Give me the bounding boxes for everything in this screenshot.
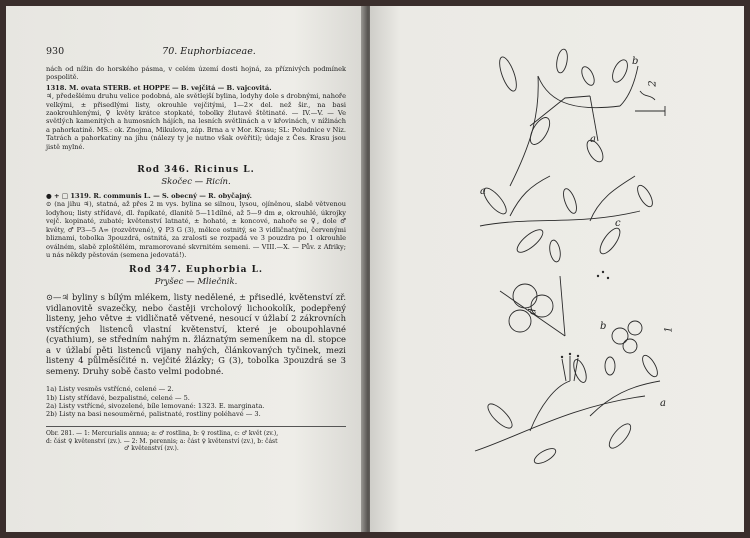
illustration-label: a <box>590 134 596 145</box>
left-page <box>6 6 366 532</box>
botanical-illustration <box>470 36 670 466</box>
book-spread <box>6 6 744 532</box>
figure-caption-line: ♂ květenství (zv.). <box>124 444 179 452</box>
genus-346-subtitle: Skočec — Ricín. <box>161 177 231 188</box>
key-line: 2a) Listy vstřícné, sivozelené, bíle lemované: 1323. E. marginata. <box>46 401 265 410</box>
genus-347-text: ⊙—♃ byliny s bílým mlékem, listy nedělené, ± přisedlé, květenství zř. vidlanovitě svazečky, nebo častěji vrcholový lichookolík, podepřený listeny, jeho větve ± vidličnatě větvené, nesoucí v úžlabí 2 zákrovních vstřícných listenců vlastní květenství, které je oboupohlavné (cyathium), se středním nahým n. žláznatým semeníkem na dl. stopce a v úžlabí pěti listenců vijany nahých, článkovaných tyčinek, mezi listeny 4 půlměsíčité n. vejčité žlázky; G (3), tobolka 3pouzdrá se 3 semeny. Druhy sobě často velmi podobné. <box>46 292 346 376</box>
page-header <box>46 46 346 57</box>
figure-caption <box>46 430 346 452</box>
illustration-label: a <box>660 398 666 409</box>
illustration-label: 1 <box>663 326 675 333</box>
species-1319-heading: ● + □ 1319. R. communis L. — S. obecný — R. obyčajný. <box>46 192 252 201</box>
page-number: 930 <box>46 46 65 57</box>
species-1318-heading: 1318. M. ovata STERB. et HOPPE — B. vejčitá — B. vajcovitá. <box>46 83 272 92</box>
running-title: 70. Euphorbiaceae. <box>162 46 256 57</box>
genus-347-title: Rod 347. Euphorbia L. <box>128 265 264 276</box>
species-1319-text: ⊙ (na jihu ♃), statná, až přes 2 m vys. bylina se silnou, lysou, ojíněnou, slabě větvenou lodyhou; listy střídavé, dl. řapíkaté, dlanitě 5—11dílné, až 5—9 dm ⌀, okrouhlé, úkrojky vejč. kopinaté, zubaté; květenství latnaté, ± hohaté, ± koncové, nahoře se ♀, dole ♂ květy, ♂ P3—5 A∞ (rozvětvené), ♀ P3 G (3), měkce ostnitý, se 3 vidličnatými, červenými bliznami, tobolka 3pouzdrá, ostnitá, za zralosti se rozpadá ve 3 pouzdra po 1 okrouhle oválném, slabě zploštělém, mramorované skvrnitém semeni. — VIII.—X. — Pův. z Afriky; u nás někdy pěstován (semena jedovatá!). <box>46 200 346 259</box>
genus-346-title: Rod 346. Ricinus L. <box>137 165 255 176</box>
illustration-label: 2 <box>647 80 659 87</box>
illustration-label: d <box>527 308 539 315</box>
illustration-label: a <box>480 186 486 197</box>
identification-keys <box>46 385 346 418</box>
right-page <box>370 6 744 532</box>
illustration-label: c <box>615 218 621 229</box>
left-page-content <box>46 46 346 452</box>
figure-caption-line: Obr. 281. — 1: Mercurialis annua; a: ♂ rostlina, b: ♀ rostlina, c: ♂ květ (zv.), <box>46 430 279 438</box>
figure-caption-line: d: část ♀ květenství (zv.). — 2: M. perennis; a: část ♀ květenství (zv.), b: část <box>46 437 278 445</box>
illustration-label: b <box>600 321 607 332</box>
illustration-label: b <box>632 56 639 67</box>
caption-divider <box>46 426 346 427</box>
key-line: 2b) Listy na basi nesouměrné, palistnaté, rostliny poléhavé — 3. <box>46 409 261 418</box>
genus-347-subtitle: Pryšec — Mliečnik. <box>154 277 238 288</box>
intro-text: nách od nížin do horského pásma, v celém území dosti hojná, za příznivých podmínek pospolitě. <box>46 65 346 82</box>
key-line: 1a) Listy vesměs vstřícné, celené — 2. <box>46 385 174 394</box>
key-line: 1b) Listy střídavé, bezpalistné, celené — 5. <box>46 393 190 402</box>
species-1318-text: ♃, předešlému druhu velice podobná, ale světlejší bylina, lodyhy dole s drobnými, nahoře velkými, ± přisedlými listy, okrouhle vejčitými, 1—2× del. než šir., na basi zaokrouhlenými, ♀ květy krátce stopkaté, tobolky žlutavě štětinaté. — IV.—V. — Ve světlých kamenitých a humosních hájích, na lesních světlinách a v křovinách, v nížinách a pahorkatině. MS.: ok. Znojma, Mikulova, záp. Brna a v Mor. Krasu; SL: Poludnice v Niz. Tatrách a pahorkatiny na jihu (nálezy ty je nutno však ověřiti); údaje z Čes. Krasu jsou jistě mylné. <box>46 92 346 151</box>
